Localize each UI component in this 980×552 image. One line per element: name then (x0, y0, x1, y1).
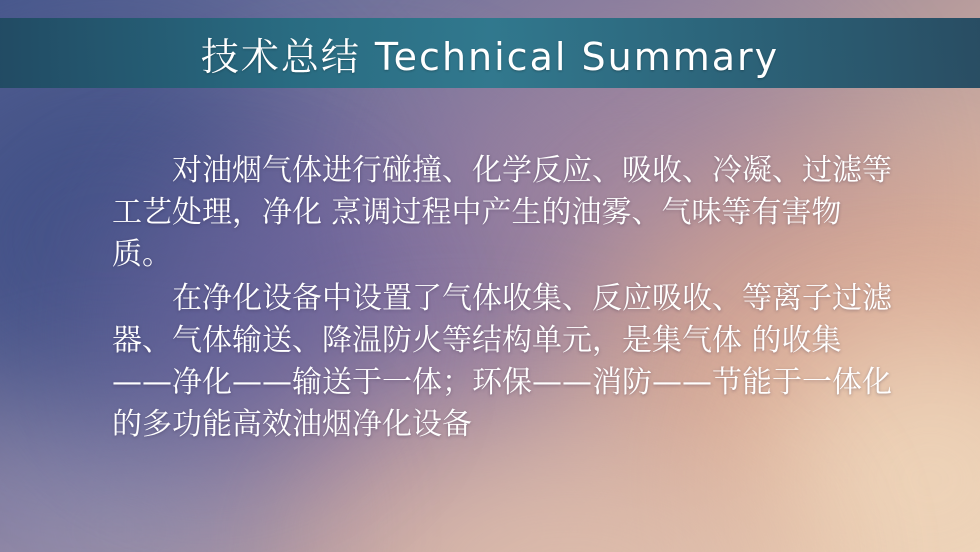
slide-title: 技术总结 Technical Summary (200, 34, 780, 79)
body-paragraph: 在净化设备中设置了气体收集、反应吸收、等离子过滤器、气体输送、降温防火等结构单元，是集气体 的收集——净化——输送于一体；环保——消防——节能于一体化的多功能高效油烟净化设备 (112, 281, 892, 442)
slide-title-bar (0, 18, 980, 88)
body-paragraph: 对油烟气体进行碰撞、化学反应、吸收、冷凝、过滤等工艺处理，净化 烹调过程中产生的油雾、气味等有害物质。 (112, 153, 892, 272)
slide-body (112, 150, 892, 448)
